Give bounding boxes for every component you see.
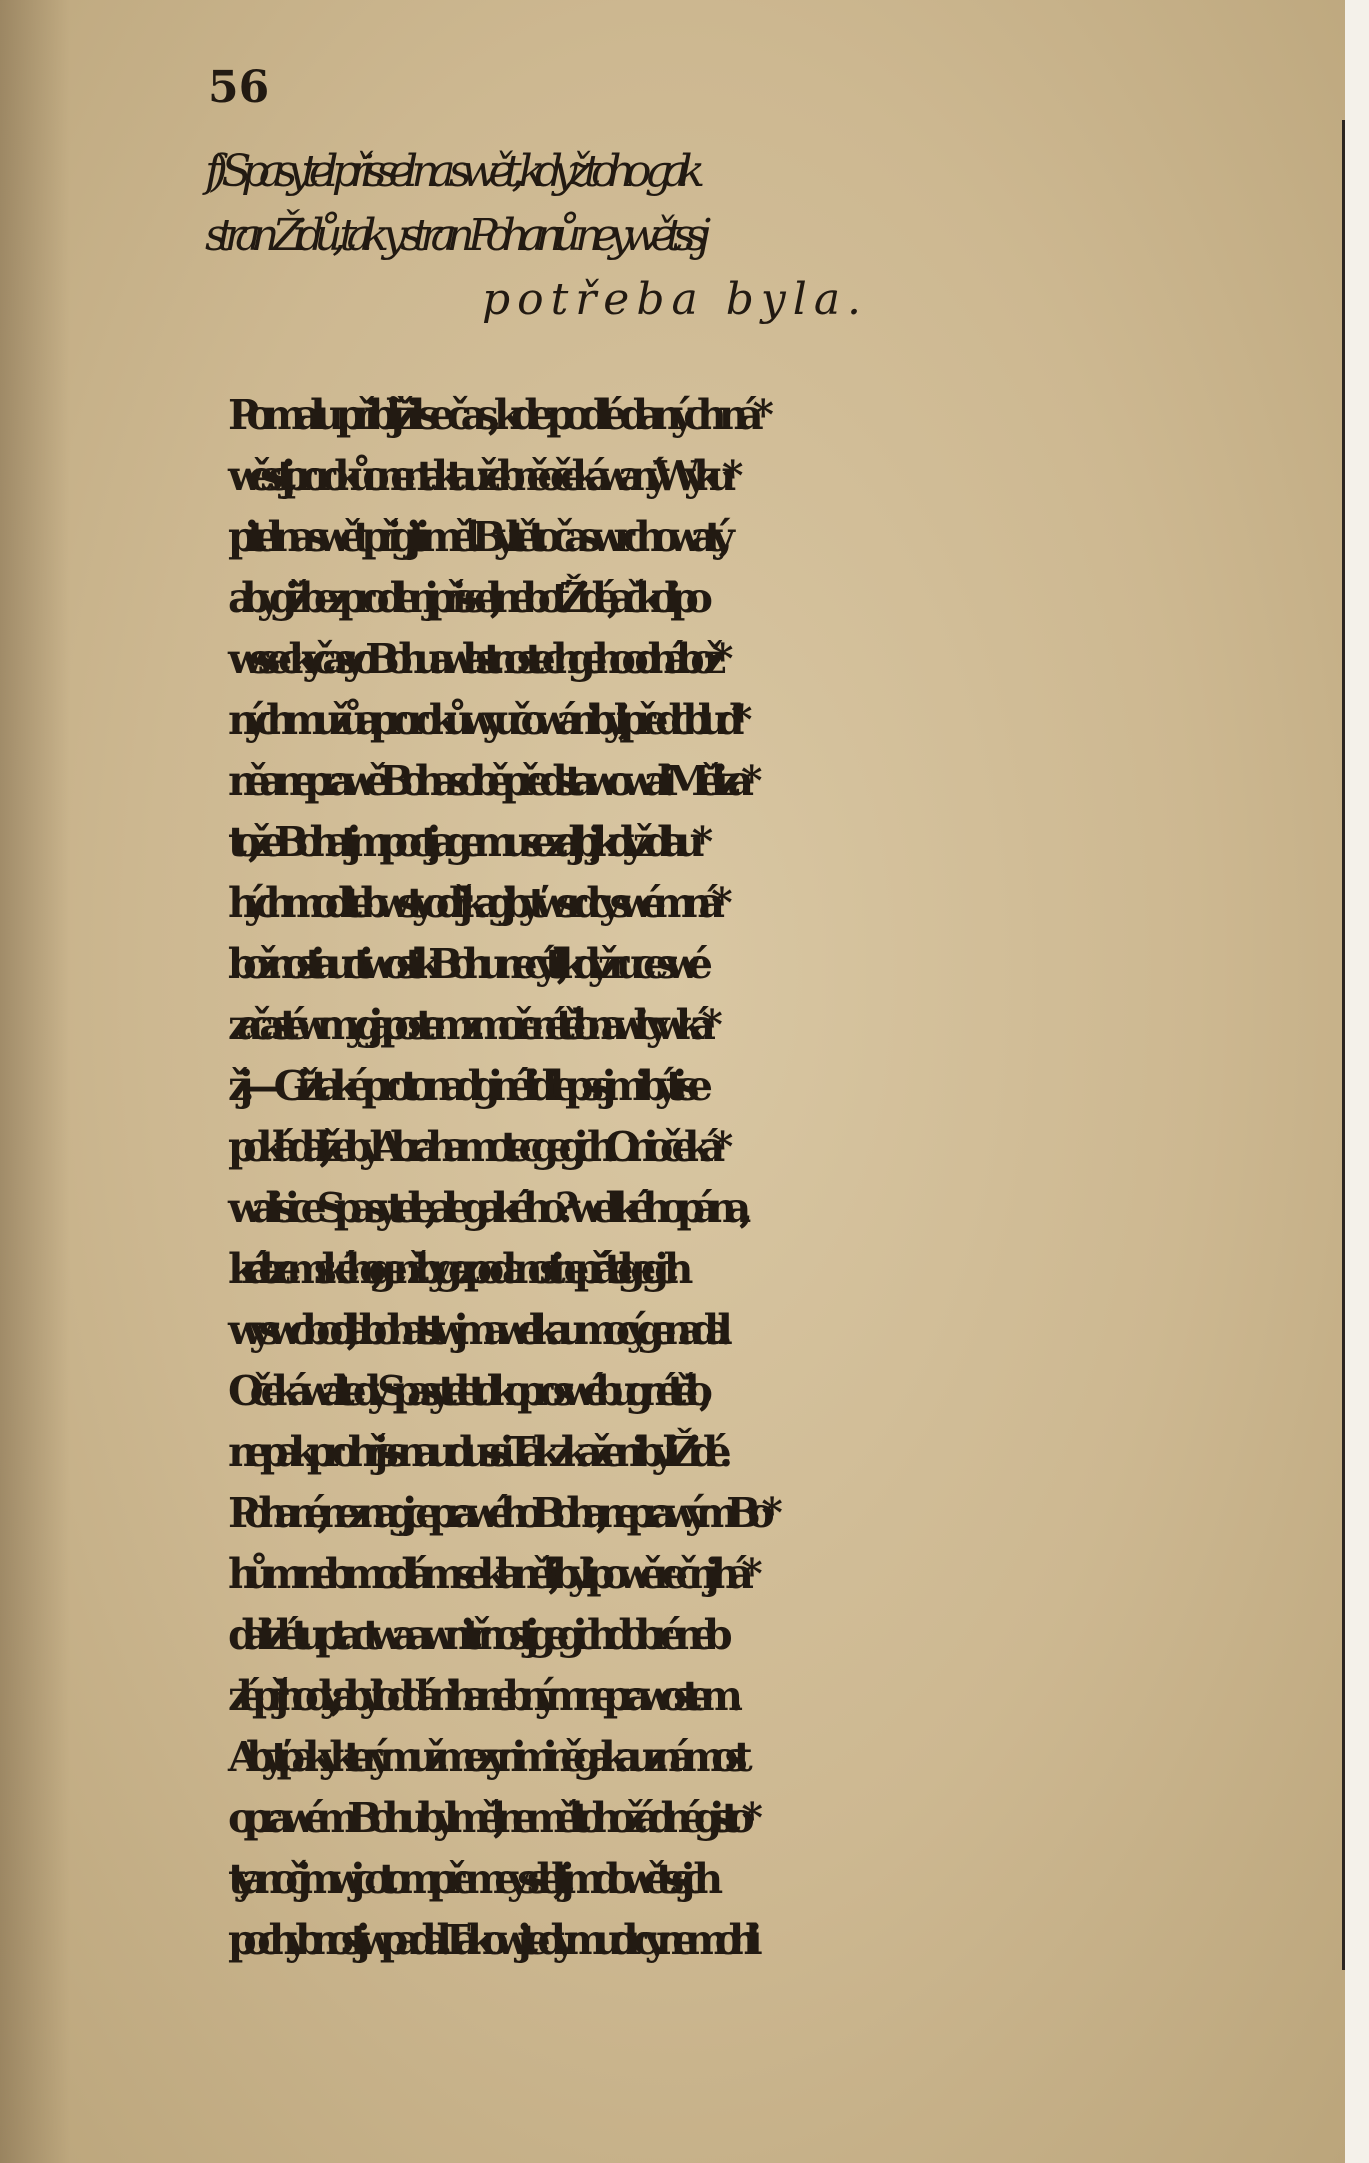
text-line: wssecky časy o Bohu a wlastnostech geho od nábož*: [228, 635, 720, 683]
heading-line: f) Spasytel přissel na swět, když toho gak: [205, 146, 695, 197]
text-line: wali sice Spasytele, ale gakého? welikého pána,: [228, 1184, 741, 1232]
text-line: Pohané, neznagjce prawého Boha, neprawým Bo*: [228, 1489, 770, 1537]
heading-line: potřeba byla.: [481, 274, 869, 325]
text-line: pochybnostj wpadal. Takowj tedy mudrcy nemohli: [228, 1916, 750, 1964]
text-line: to, že Boha tjm poctj, a gemu se zaljbj, když dlau*: [228, 818, 700, 866]
text-line: hům neb modlám se klaněli; byli powěrečnj, há*: [228, 1550, 751, 1598]
text-line: dali z létu ptactwa a wnitřnostj gegich dobré neb: [228, 1611, 720, 1659]
text-line: o prawém Bohu byl měl, neměl toho žádné gisto*: [228, 1794, 750, 1842]
text-line: žj. — Giž také proto nad giné lidi lepssjmi býti se: [228, 1062, 701, 1110]
text-line: pokládali, že byl Abraham otec gegich. Oni očeká*: [228, 1123, 720, 1171]
text-line: Očekáwali tedy Spasytele toliko pro swé bugné tělo,: [228, 1367, 700, 1415]
text-line: wěsstj proroků onen tak taužebně očekáwaný Wyku*: [228, 452, 729, 500]
text-line: zlé přjhody; a byli oddáni hanebným neprawostem.: [228, 1672, 730, 1720]
text-line: wyswobodil, a bohatstwjm a welikau mocý ge nadal.: [228, 1306, 719, 1354]
text-line: pitel na swět přigjti měl. Byltěto čas wrchowatý,: [228, 513, 721, 561]
text-line: hých modliteb wsty odřjkagj, byť w srdcy swém ná*: [228, 879, 719, 927]
body-text: [228, 385, 1218, 1971]
heading-line: stran Židů, tak y stran Pohanů neywětssj: [205, 210, 701, 261]
text-line: krále zemského, genžby ge z podanosti nepřátel gegich: [228, 1245, 678, 1293]
section-heading: [205, 140, 1205, 332]
text-line: ty, ano čjm wjc o tom přemeysslel, tjm do wětssjch: [228, 1855, 710, 1903]
text-line: začasté wmygj, a postem zmořené tělo na wlicy wká*: [228, 1001, 709, 1049]
text-line: aby giž bez prodlenj přissel; neboť Židé, ačkoli po: [228, 574, 700, 622]
page-number: 56: [208, 62, 270, 113]
text-line: ně a neprawě Boha sobě předstawowali. Měli za*: [228, 757, 750, 805]
scan-margin: [1345, 0, 1369, 2163]
text-line: Pomalu přiblj̃žil se čas, kde podlé daných ná*: [228, 391, 763, 439]
text-line: A byť pak y který muž mezy nimi něgakau známost: [228, 1733, 739, 1781]
text-line: ne pak pro hřjssnau dussi. Tak zkaženi byli Židé.: [228, 1428, 721, 1476]
text-line: božnosti a uctiwosti k Bohu necýtili; když ruce swé: [228, 940, 700, 988]
text-line: ných mužů a proroků wyučowáni byli, předc blud*: [228, 696, 739, 744]
